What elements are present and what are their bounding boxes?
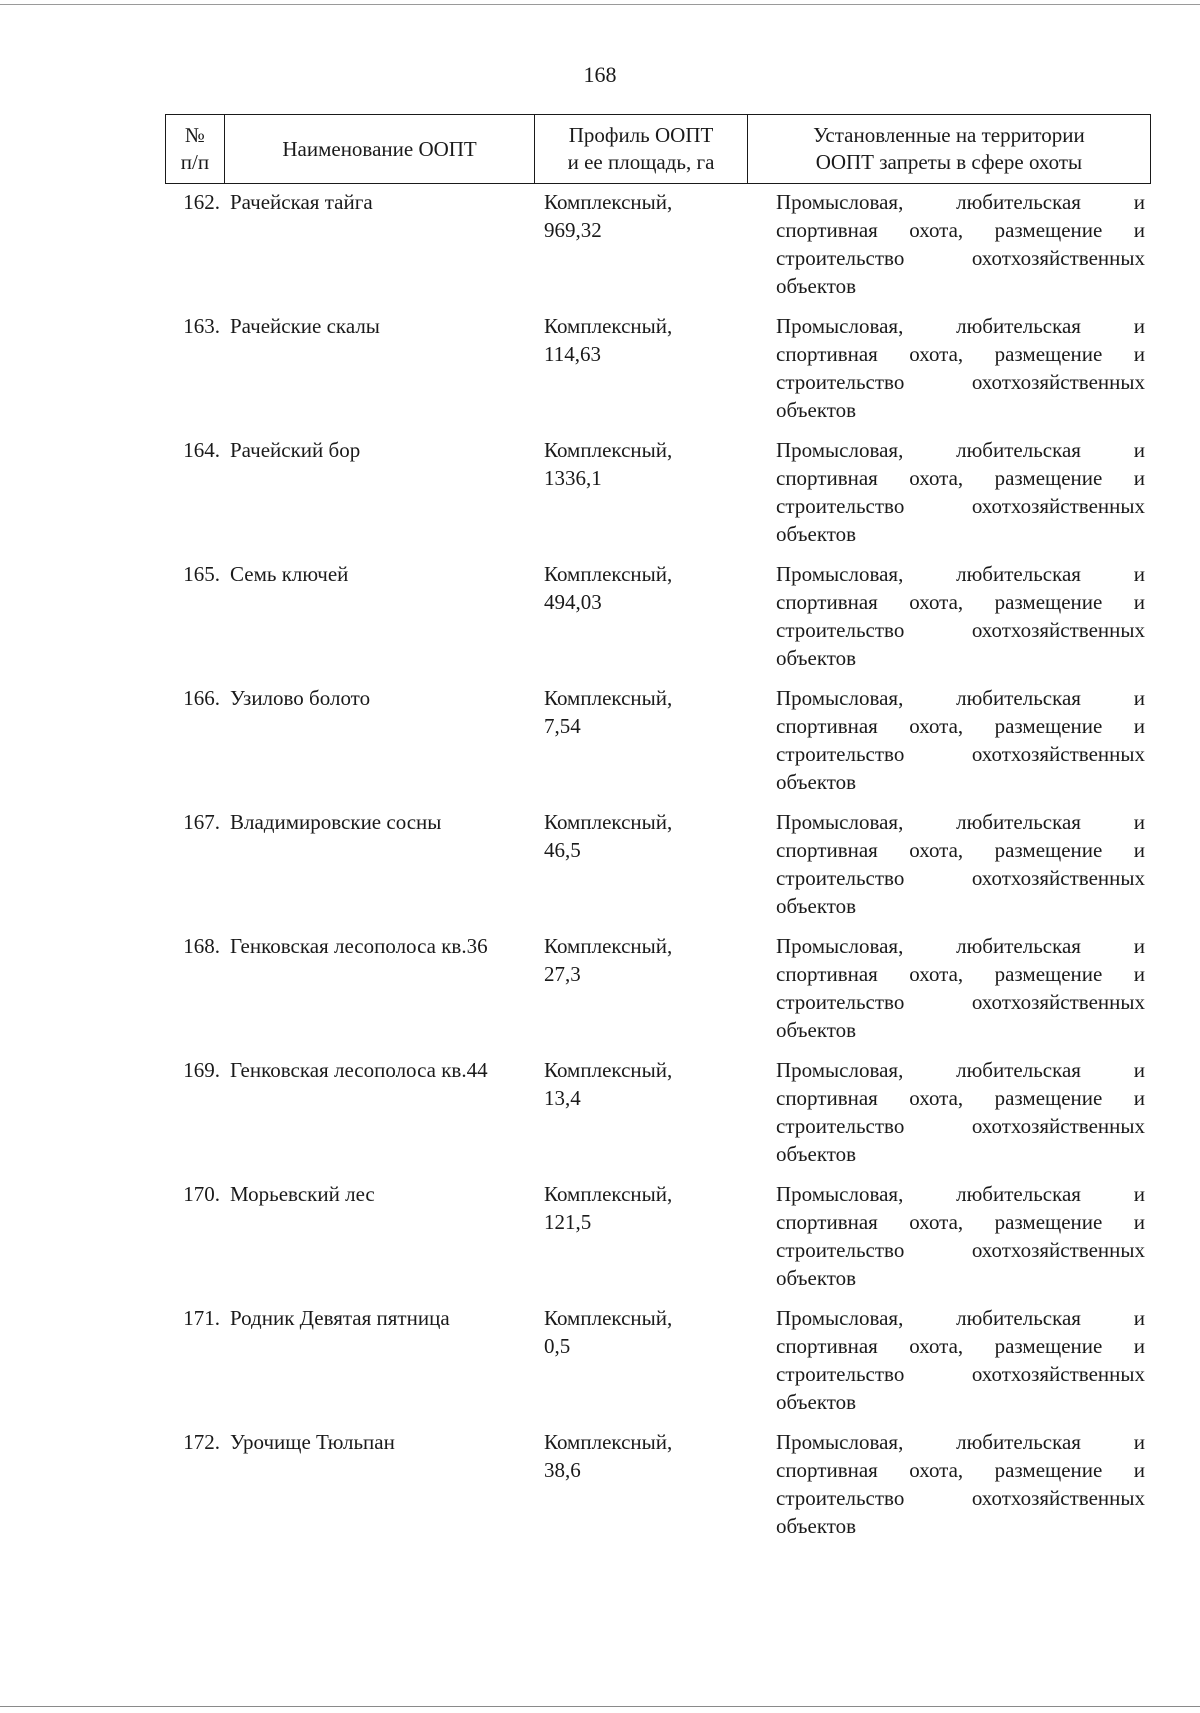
oopt-profile-area: Комплексный, 1336,1 bbox=[544, 438, 673, 490]
header-cell-name: Наименование ООПТ bbox=[225, 115, 535, 183]
row-number: 168. bbox=[183, 934, 220, 958]
table-row bbox=[165, 684, 1151, 808]
row-number: 163. bbox=[183, 314, 220, 338]
hunting-bans: Промысловая, любительская и спортивная охота, размещение и строительство охотхозяйственных объектов bbox=[776, 686, 1145, 794]
table-row bbox=[165, 312, 1151, 436]
table-header bbox=[165, 114, 1151, 184]
scan-edge-bottom bbox=[0, 1706, 1200, 1707]
table-row bbox=[165, 808, 1151, 932]
table-row bbox=[165, 1056, 1151, 1180]
row-number: 166. bbox=[183, 686, 220, 710]
oopt-name: Морьевский лес bbox=[230, 1182, 375, 1206]
row-number: 165. bbox=[183, 562, 220, 586]
table-row bbox=[165, 188, 1151, 312]
oopt-profile-area: Комплексный, 494,03 bbox=[544, 562, 673, 614]
oopt-name: Родник Девятая пятница bbox=[230, 1306, 450, 1330]
row-number: 170. bbox=[183, 1182, 220, 1206]
row-number: 164. bbox=[183, 438, 220, 462]
hunting-bans: Промысловая, любительская и спортивная охота, размещение и строительство охотхозяйственных объектов bbox=[776, 1182, 1145, 1290]
page-number: 168 bbox=[583, 62, 617, 87]
oopt-name: Рачейские скалы bbox=[230, 314, 380, 338]
oopt-profile-area: Комплексный, 969,32 bbox=[544, 190, 673, 242]
oopt-name: Рачейская тайга bbox=[230, 190, 373, 214]
hunting-bans: Промысловая, любительская и спортивная охота, размещение и строительство охотхозяйственных объектов bbox=[776, 190, 1145, 298]
hunting-bans: Промысловая, любительская и спортивная охота, размещение и строительство охотхозяйственных объектов bbox=[776, 438, 1145, 546]
header-cell-hunting-bans: Установленные на территории ООПТ запреты в сфере охоты bbox=[813, 123, 1085, 174]
oopt-name: Генковская лесополоса кв.44 bbox=[230, 1058, 488, 1082]
table-row bbox=[165, 436, 1151, 560]
oopt-profile-area: Комплексный, 7,54 bbox=[544, 686, 673, 738]
table-body bbox=[165, 188, 1151, 1552]
oopt-profile-area: Комплексный, 38,6 bbox=[544, 1430, 673, 1482]
oopt-name: Урочище Тюльпан bbox=[230, 1430, 395, 1454]
oopt-profile-area: Комплексный, 46,5 bbox=[544, 810, 673, 862]
oopt-profile-area: Комплексный, 121,5 bbox=[544, 1182, 673, 1234]
hunting-bans: Промысловая, любительская и спортивная охота, размещение и строительство охотхозяйственных объектов bbox=[776, 1306, 1145, 1414]
oopt-name: Узилово болото bbox=[230, 686, 371, 710]
table-row bbox=[165, 560, 1151, 684]
header-cell-profile: Профиль ООПТ и ее площадь, га bbox=[535, 115, 748, 183]
hunting-bans: Промысловая, любительская и спортивная охота, размещение и строительство охотхозяйственных объектов bbox=[776, 1430, 1145, 1538]
hunting-bans: Промысловая, любительская и спортивная охота, размещение и строительство охотхозяйственных объектов bbox=[776, 314, 1145, 422]
table-row bbox=[165, 932, 1151, 1056]
row-number: 162. bbox=[183, 190, 220, 214]
row-number: 171. bbox=[183, 1306, 220, 1330]
scan-edge-top bbox=[0, 4, 1200, 5]
oopt-profile-area: Комплексный, 0,5 bbox=[544, 1306, 673, 1358]
table-row bbox=[165, 1180, 1151, 1304]
hunting-bans: Промысловая, любительская и спортивная охота, размещение и строительство охотхозяйственных объектов bbox=[776, 562, 1145, 670]
oopt-profile-area: Комплексный, 27,3 bbox=[544, 934, 673, 986]
oopt-profile-area: Комплексный, 13,4 bbox=[544, 1058, 673, 1110]
row-number: 167. bbox=[183, 810, 220, 834]
hunting-bans: Промысловая, любительская и спортивная охота, размещение и строительство охотхозяйственных объектов bbox=[776, 934, 1145, 1042]
row-number: 169. bbox=[183, 1058, 220, 1082]
table-row bbox=[165, 1304, 1151, 1428]
table-row bbox=[165, 1428, 1151, 1552]
oopt-profile-area: Комплексный, 114,63 bbox=[544, 314, 673, 366]
oopt-name: Генковская лесополоса кв.36 bbox=[230, 934, 488, 958]
hunting-bans: Промысловая, любительская и спортивная охота, размещение и строительство охотхозяйственных объектов bbox=[776, 1058, 1145, 1166]
hunting-bans: Промысловая, любительская и спортивная охота, размещение и строительство охотхозяйственных объектов bbox=[776, 810, 1145, 918]
oopt-name: Семь ключей bbox=[230, 562, 349, 586]
oopt-name: Владимировские сосны bbox=[230, 810, 442, 834]
oopt-name: Рачейский бор bbox=[230, 438, 361, 462]
header-cell-number: № п/п bbox=[166, 115, 225, 183]
row-number: 172. bbox=[183, 1430, 220, 1454]
